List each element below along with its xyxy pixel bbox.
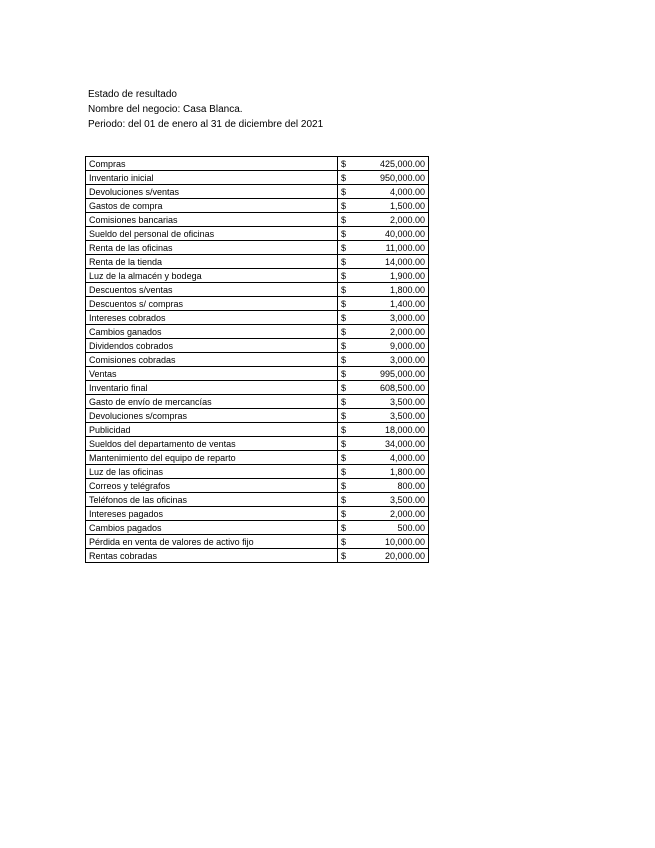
amount-cell — [338, 255, 429, 269]
amount-value: 1,900.00 — [389, 270, 425, 281]
amount-wrapper — [341, 425, 425, 435]
currency-symbol: $ — [341, 410, 347, 421]
amount-wrapper — [341, 509, 425, 519]
amount-cell — [338, 479, 429, 493]
amount-wrapper — [341, 215, 425, 225]
amount-value: 2,000.00 — [389, 326, 425, 337]
currency-symbol: $ — [341, 508, 347, 519]
concept-cell: Publicidad — [86, 423, 338, 437]
amount-value: 1,400.00 — [389, 298, 425, 309]
amount-wrapper — [341, 537, 425, 547]
amount-value: 995,000.00 — [379, 368, 425, 379]
table-row — [86, 339, 429, 353]
currency-symbol: $ — [341, 522, 347, 533]
currency-symbol: $ — [341, 452, 347, 463]
currency-symbol: $ — [341, 326, 347, 337]
amount-cell — [338, 283, 429, 297]
amount-wrapper — [341, 341, 425, 351]
table-row — [86, 199, 429, 213]
concept-cell: Rentas cobradas — [86, 549, 338, 563]
currency-symbol: $ — [341, 340, 347, 351]
currency-symbol: $ — [341, 158, 347, 169]
amount-cell — [338, 367, 429, 381]
table-row — [86, 213, 429, 227]
ledger-body — [86, 157, 429, 563]
amount-cell — [338, 171, 429, 185]
amount-cell — [338, 521, 429, 535]
amount-value: 3,000.00 — [389, 312, 425, 323]
amount-value: 3,500.00 — [389, 396, 425, 407]
amount-wrapper — [341, 467, 425, 477]
amount-cell — [338, 381, 429, 395]
currency-symbol: $ — [341, 536, 347, 547]
amount-wrapper — [341, 173, 425, 183]
table-row — [86, 479, 429, 493]
concept-cell: Sueldo del personal de oficinas — [86, 227, 338, 241]
concept-cell: Pérdida en venta de valores de activo fijo — [86, 535, 338, 549]
amount-cell — [338, 213, 429, 227]
table-row — [86, 493, 429, 507]
table-row — [86, 157, 429, 171]
currency-symbol: $ — [341, 354, 347, 365]
amount-value: 3,000.00 — [389, 354, 425, 365]
amount-value: 4,000.00 — [389, 186, 425, 197]
amount-value: 800.00 — [397, 480, 425, 491]
amount-cell — [338, 339, 429, 353]
amount-value: 34,000.00 — [384, 438, 425, 449]
amount-cell — [338, 465, 429, 479]
amount-wrapper — [341, 243, 425, 253]
concept-cell: Dividendos cobrados — [86, 339, 338, 353]
currency-symbol: $ — [341, 228, 347, 239]
amount-wrapper — [341, 229, 425, 239]
table-row — [86, 381, 429, 395]
amount-value: 608,500.00 — [379, 382, 425, 393]
table-row — [86, 423, 429, 437]
concept-cell: Descuentos s/ventas — [86, 283, 338, 297]
amount-value: 1,800.00 — [389, 284, 425, 295]
amount-value: 20,000.00 — [384, 550, 425, 561]
amount-value: 2,000.00 — [389, 508, 425, 519]
concept-cell: Compras — [86, 157, 338, 171]
table-row — [86, 311, 429, 325]
concept-cell: Sueldos del departamento de ventas — [86, 437, 338, 451]
document-header — [88, 87, 328, 132]
amount-cell — [338, 241, 429, 255]
currency-symbol: $ — [341, 214, 347, 225]
table-row — [86, 437, 429, 451]
amount-wrapper — [341, 285, 425, 295]
amount-wrapper — [341, 369, 425, 379]
amount-value: 4,000.00 — [389, 452, 425, 463]
concept-cell: Luz de la almacén y bodega — [86, 269, 338, 283]
concept-cell: Cambios pagados — [86, 521, 338, 535]
table-row — [86, 465, 429, 479]
amount-cell — [338, 353, 429, 367]
table-row — [86, 227, 429, 241]
table-row — [86, 395, 429, 409]
currency-symbol: $ — [341, 550, 347, 561]
table-row — [86, 353, 429, 367]
table-row — [86, 367, 429, 381]
amount-wrapper — [341, 495, 425, 505]
concept-cell: Comisiones cobradas — [86, 353, 338, 367]
amount-value: 950,000.00 — [379, 172, 425, 183]
amount-cell — [338, 199, 429, 213]
amount-cell — [338, 535, 429, 549]
currency-symbol: $ — [341, 270, 347, 281]
concept-cell: Intereses pagados — [86, 507, 338, 521]
document-title: Estado de resultado — [88, 89, 177, 100]
table-row — [86, 171, 429, 185]
amount-wrapper — [341, 453, 425, 463]
amount-cell — [338, 269, 429, 283]
amount-wrapper — [341, 355, 425, 365]
amount-wrapper — [341, 299, 425, 309]
currency-symbol: $ — [341, 382, 347, 393]
amount-value: 425,000.00 — [379, 158, 425, 169]
table-row — [86, 269, 429, 283]
amount-value: 1,500.00 — [389, 200, 425, 211]
amount-wrapper — [341, 397, 425, 407]
amount-cell — [338, 507, 429, 521]
currency-symbol: $ — [341, 298, 347, 309]
concept-cell: Renta de las oficinas — [86, 241, 338, 255]
currency-symbol: $ — [341, 396, 347, 407]
currency-symbol: $ — [341, 312, 347, 323]
amount-value: 40,000.00 — [384, 228, 425, 239]
amount-wrapper — [341, 201, 425, 211]
concept-cell: Cambios ganados — [86, 325, 338, 339]
currency-symbol: $ — [341, 466, 347, 477]
concept-cell: Gastos de compra — [86, 199, 338, 213]
amount-value: 10,000.00 — [384, 536, 425, 547]
currency-symbol: $ — [341, 172, 347, 183]
amount-cell — [338, 493, 429, 507]
amount-cell — [338, 311, 429, 325]
currency-symbol: $ — [341, 256, 347, 267]
amount-value: 3,500.00 — [389, 410, 425, 421]
currency-symbol: $ — [341, 368, 347, 379]
amount-wrapper — [341, 327, 425, 337]
amount-value: 14,000.00 — [384, 256, 425, 267]
table-row — [86, 521, 429, 535]
amount-wrapper — [341, 383, 425, 393]
concept-cell: Inventario inicial — [86, 171, 338, 185]
concept-cell: Devoluciones s/compras — [86, 409, 338, 423]
business-name: Nombre del negocio: Casa Blanca. — [88, 104, 243, 115]
amount-wrapper — [341, 313, 425, 323]
table-row — [86, 535, 429, 549]
currency-symbol: $ — [341, 242, 347, 253]
concept-cell: Correos y telégrafos — [86, 479, 338, 493]
table-row — [86, 255, 429, 269]
table-row — [86, 283, 429, 297]
currency-symbol: $ — [341, 424, 347, 435]
concept-cell: Ventas — [86, 367, 338, 381]
amount-cell — [338, 409, 429, 423]
amount-value: 3,500.00 — [389, 494, 425, 505]
amount-wrapper — [341, 551, 425, 561]
table-row — [86, 409, 429, 423]
amount-wrapper — [341, 411, 425, 421]
amount-wrapper — [341, 523, 425, 533]
table-row — [86, 297, 429, 311]
concept-cell: Descuentos s/ compras — [86, 297, 338, 311]
currency-symbol: $ — [341, 200, 347, 211]
amount-cell — [338, 451, 429, 465]
currency-symbol: $ — [341, 480, 347, 491]
amount-wrapper — [341, 187, 425, 197]
table-row — [86, 451, 429, 465]
table-row — [86, 507, 429, 521]
amount-cell — [338, 185, 429, 199]
concept-cell: Luz de las oficinas — [86, 465, 338, 479]
amount-value: 9,000.00 — [389, 340, 425, 351]
currency-symbol: $ — [341, 438, 347, 449]
currency-symbol: $ — [341, 494, 347, 505]
amount-value: 1,800.00 — [389, 466, 425, 477]
amount-cell — [338, 437, 429, 451]
income-statement-table — [85, 156, 429, 563]
amount-cell — [338, 395, 429, 409]
concept-cell: Intereses cobrados — [86, 311, 338, 325]
amount-wrapper — [341, 481, 425, 491]
table-row — [86, 241, 429, 255]
report-period: Periodo: del 01 de enero al 31 de diciembre del 2021 — [88, 119, 324, 130]
amount-cell — [338, 325, 429, 339]
amount-cell — [338, 157, 429, 171]
table-row — [86, 185, 429, 199]
concept-cell: Inventario final — [86, 381, 338, 395]
amount-value: 18,000.00 — [384, 424, 425, 435]
amount-value: 500.00 — [397, 522, 425, 533]
concept-cell: Mantenimiento del equipo de reparto — [86, 451, 338, 465]
amount-cell — [338, 423, 429, 437]
amount-value: 11,000.00 — [385, 242, 425, 253]
table-row — [86, 549, 429, 563]
amount-wrapper — [341, 159, 425, 169]
concept-cell: Gasto de envío de mercancías — [86, 395, 338, 409]
currency-symbol: $ — [341, 284, 347, 295]
concept-cell: Renta de la tienda — [86, 255, 338, 269]
concept-cell: Comisiones bancarias — [86, 213, 338, 227]
concept-cell: Devoluciones s/ventas — [86, 185, 338, 199]
currency-symbol: $ — [341, 186, 347, 197]
amount-wrapper — [341, 271, 425, 281]
amount-cell — [338, 227, 429, 241]
amount-cell — [338, 297, 429, 311]
concept-cell: Teléfonos de las oficinas — [86, 493, 338, 507]
amount-cell — [338, 549, 429, 563]
table-row — [86, 325, 429, 339]
amount-value: 2,000.00 — [389, 214, 425, 225]
amount-wrapper — [341, 439, 425, 449]
amount-wrapper — [341, 257, 425, 267]
